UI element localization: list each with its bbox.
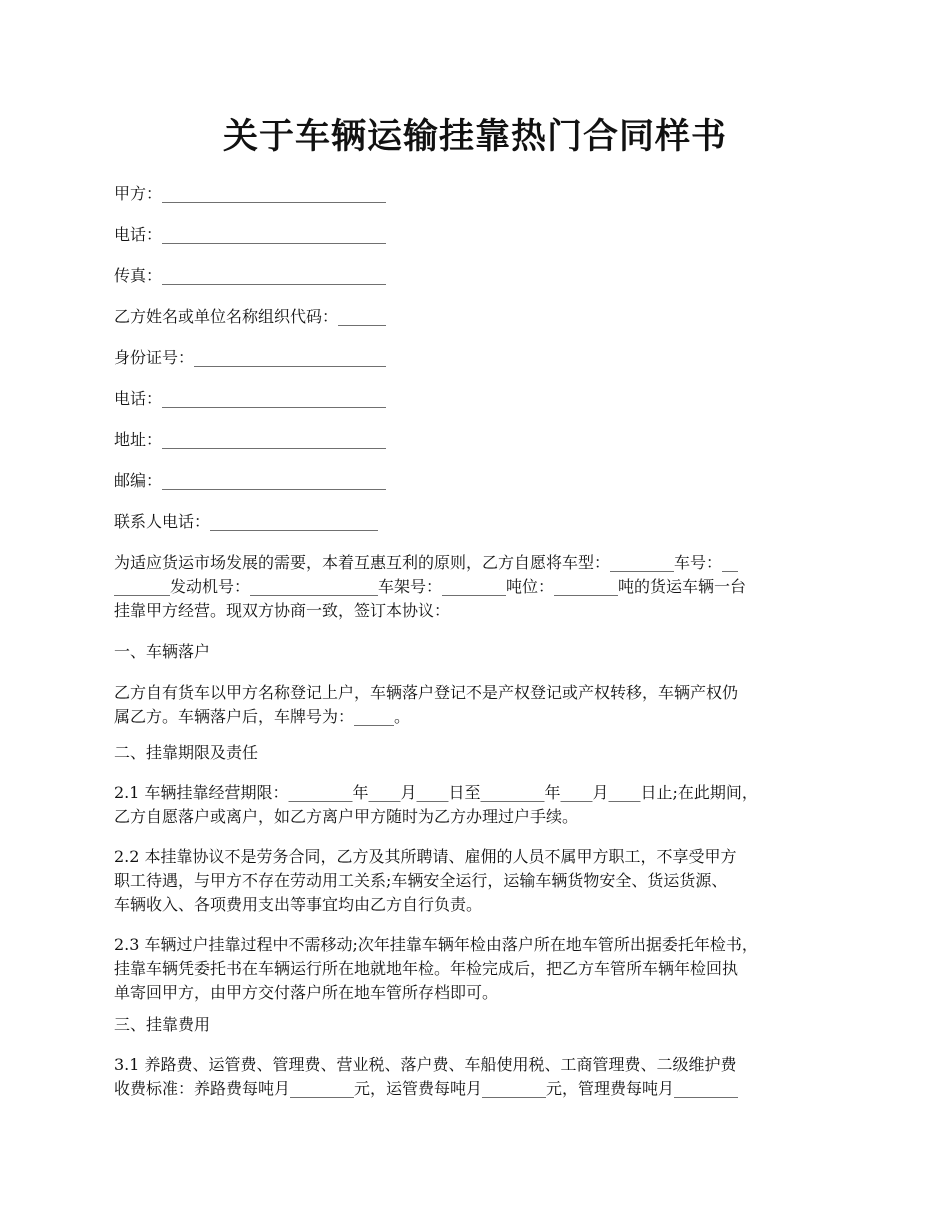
postcode-field: 邮编：____________________________: [114, 471, 387, 490]
section-3-heading: 三、挂靠费用: [114, 1015, 211, 1034]
clause-3-1-line-1: 3.1 养路费、运管费、管理费、营业税、落户费、车船使用税、工商管理费、二级维护费: [114, 1055, 737, 1074]
contact-phone-field: 联系人电话：_____________________: [114, 512, 379, 531]
clause-2-3-line-3: 单寄回甲方，由甲方交付落户所在地车管所存档即可。: [114, 983, 499, 1002]
intro-line-2: _______发动机号：________________车架号：________吨位：________吨的货运车辆一台: [114, 577, 747, 596]
section-2-heading: 二、挂靠期限及责任: [114, 743, 259, 762]
address-field: 地址：____________________________: [114, 430, 387, 449]
section-1-heading: 一、车辆落户: [114, 642, 211, 661]
clause-3-1-line-2: 收费标准：养路费每吨月________元，运管费每吨月________元，管理费每吨月________: [114, 1079, 739, 1098]
party-a-field: 甲方：____________________________: [114, 184, 387, 203]
clause-2-2-line-1: 2.2 本挂靠协议不是劳务合同，乙方及其所聘请、雇佣的人员不属甲方职工，不享受甲方: [114, 847, 737, 866]
intro-line-1: 为适应货运市场发展的需要，本着互惠互利的原则，乙方自愿将车型：________车号：__: [114, 553, 739, 572]
intro-line-3: 挂靠甲方经营。现双方协商一致，签订本协议：: [114, 601, 451, 620]
clause-2-1-line-1: 2.1 车辆挂靠经营期限：________年____月____日至________年____月____日止;在此期间，: [114, 783, 758, 802]
clause-2-3-line-1: 2.3 车辆过户挂靠过程中不需移动;次年挂靠车辆年检由落户所在地车管所出据委托年检书，: [114, 935, 758, 954]
clause-2-2-line-3: 车辆收入、各项费用支出等事宜均由乙方自行负责。: [114, 895, 483, 914]
document-title: 关于车辆运输挂靠热门合同样书: [222, 116, 727, 157]
party-a-fax-field: 传真：____________________________: [114, 266, 387, 285]
clause-2-3-line-2: 挂靠车辆凭委托书在车辆运行所在地就地年检。年检完成后，把乙方车管所车辆年检回执: [114, 959, 739, 978]
party-a-phone-field: 电话：____________________________: [114, 225, 387, 244]
party-b-name-code-field: 乙方姓名或单位名称组织代码：______: [114, 307, 387, 326]
clause-2-1-line-2: 乙方自愿落户或离户，如乙方离户甲方随时为乙方办理过户手续。: [114, 807, 579, 826]
id-number-field: 身份证号：________________________: [114, 348, 387, 367]
party-b-phone-field: 电话：____________________________: [114, 389, 387, 408]
section-1-line-1: 乙方自有货车以甲方名称登记上户，车辆落户登记不是产权登记或产权转移，车辆产权仍: [114, 683, 739, 702]
clause-2-2-line-2: 职工待遇，与甲方不存在劳动用工关系;车辆安全运行，运输车辆货物安全、货运货源、: [114, 871, 728, 890]
section-1-line-2: 属乙方。车辆落户后，车牌号为：_____。: [114, 707, 411, 726]
